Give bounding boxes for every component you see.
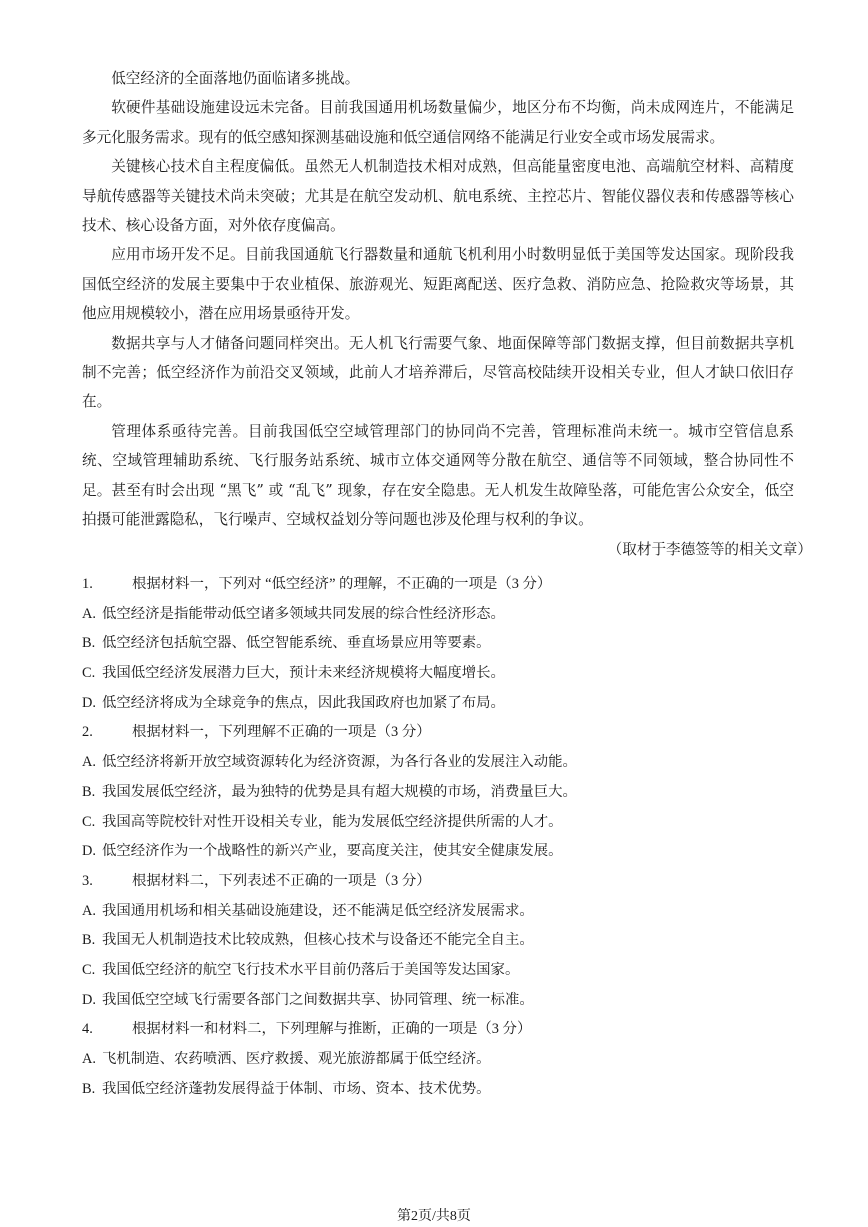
question-number: 1. (82, 576, 93, 592)
option-letter: C. (82, 961, 96, 978)
answer-option (82, 1045, 794, 1075)
passage-paragraph: 软硬件基础设施建设远未完备。目前我国通用机场数量偏少，地区分布不均衡，尚未成网连片，不能满足多元化服务需求。现有的低空感知探测基础设施和低空通信网络不能满足行业安全或市场发展需求。 (82, 99, 794, 146)
answer-option (82, 778, 794, 808)
question-text: 根据材料一，下列对 “低空经济” 的理解，不正确的一项是（3 分） (132, 576, 552, 592)
option-letter: C. (82, 813, 96, 830)
option-letter: B. (82, 932, 96, 949)
question-stem (82, 1015, 794, 1045)
option-letter: D. (82, 843, 96, 860)
passage-paragraph: 低空经济的全面落地仍面临诸多挑战。 (111, 70, 360, 87)
option-text: 低空经济作为一个战略性的新兴产业，要高度关注，使其安全健康发展。 (102, 843, 563, 860)
question-text: 根据材料二，下列表述不正确的一项是（3 分） (132, 872, 431, 889)
passage-paragraph: 应用市场开发不足。目前我国通航飞行器数量和通航飞机利用小时数明显低于美国等发达国家。现阶段我国低空经济的发展主要集中于农业植保、旅游观光、短距离配送、医疗急救、消防应急、抢险救灾等场景，其他应用规模较小，潜在应用场景亟待开发。 (82, 246, 794, 323)
option-text: 我国低空经济的航空飞行技术水平目前仍落后于美国等发达国家。 (102, 961, 520, 978)
question-number: 2. (82, 724, 93, 741)
question-text: 根据材料一，下列理解不正确的一项是（3 分） (132, 724, 431, 741)
option-text: 我国通用机场和相关基础设施建设，还不能满足低空经济发展需求。 (102, 902, 534, 919)
question-stem (82, 570, 794, 600)
option-text: 低空经济包括航空器、低空智能系统、垂直场景应用等要素。 (102, 635, 491, 652)
answer-option (82, 808, 794, 838)
option-letter: A. (82, 754, 96, 771)
option-letter: D. (82, 991, 96, 1008)
option-letter: C. (82, 665, 96, 682)
question-list (82, 570, 794, 1104)
answer-option (82, 659, 794, 689)
passage-source: （取材于李德签等的相关文章） (607, 541, 812, 558)
option-text: 我国无人机制造技术比较成熟，但核心技术与设备还不能完全自主。 (102, 932, 534, 949)
option-text: 飞机制造、农药喷洒、医疗救援、观光旅游都属于低空经济。 (102, 1051, 491, 1067)
reading-passage (82, 64, 794, 535)
answer-option (82, 629, 794, 659)
question-stem (82, 718, 794, 748)
option-text: 低空经济将新开放空域资源转化为经济资源，为各行各业的发展注入动能。 (102, 754, 577, 771)
option-text: 我国高等院校针对性开设相关专业，能为发展低空经济提供所需的人才。 (102, 813, 563, 830)
question-stem (82, 867, 794, 897)
answer-option (82, 897, 794, 927)
answer-option (82, 748, 794, 778)
option-text: 我国低空经济蓬勃发展得益于体制、市场、资本、技术优势。 (102, 1080, 491, 1097)
option-letter: A. (82, 902, 96, 919)
passage-paragraph: 关键核心技术自主程度偏低。虽然无人机制造技术相对成熟，但高能量密度电池、高端航空材料、高精度导航传感器等关键技术尚未突破；尤其是在航空发动机、航电系统、主控芯片、智能仪器仪表和传感器等核心技术、核心设备方面，对外依存度偏高。 (82, 158, 794, 235)
option-letter: B. (82, 783, 96, 800)
question-number: 4. (82, 1021, 93, 1038)
answer-option (82, 689, 794, 719)
option-text: 我国低空空域飞行需要各部门之间数据共享、协同管理、统一标准。 (102, 991, 534, 1008)
option-letter: D. (82, 694, 96, 711)
option-text: 低空经济是指能带动低空诸多领域共同发展的综合性经济形态。 (102, 605, 505, 622)
option-letter: A. (82, 1051, 96, 1067)
option-letter: B. (82, 635, 96, 652)
answer-option (82, 600, 794, 630)
option-letter: A. (82, 605, 96, 622)
question-text: 根据材料一和材料二，下列理解与推断，正确的一项是（3 分） (132, 1021, 532, 1038)
passage-paragraph: 数据共享与人才储备问题同样突出。无人机飞行需要气象、地面保障等部门数据支撑，但目前数据共享机制不完善；低空经济作为前沿交叉领域，此前人才培养滞后，尽管高校陆续开设相关专业，但人才缺口依旧存在。 (82, 334, 794, 411)
passage-paragraph: 管理体系亟待完善。目前我国低空空域管理部门的协同尚不完善，管理标准尚未统一。城市空管信息系统、空域管理辅助系统、飞行服务站系统、城市立体交通网等分散在航空、通信等不同领域，整合协同性不足。甚至有时会出现 “黑飞” 或 “乱飞” 现象，存在安全隐患。无人机发生故障坠落，可能危害公众安全，低空拍摄可能泄露隐私，飞行噪声、空域权益划分等问题也涉及伦理与权利的争议。 (82, 422, 794, 529)
option-text: 我国发展低空经济，最为独特的优势是具有超大规模的市场，消费量巨大。 (102, 783, 577, 800)
page-number-footer: 第2页/共8页 (397, 1209, 471, 1224)
option-letter: B. (82, 1080, 96, 1097)
option-text: 低空经济将成为全球竞争的焦点，因此我国政府也加紧了布局。 (102, 694, 505, 711)
question-number: 3. (82, 872, 93, 889)
answer-option (82, 1075, 794, 1105)
answer-option (82, 837, 794, 867)
option-text: 我国低空经济发展潜力巨大，预计未来经济规模将大幅度增长。 (102, 665, 505, 682)
answer-option (82, 956, 794, 986)
answer-option (82, 986, 794, 1016)
answer-option (82, 926, 794, 956)
